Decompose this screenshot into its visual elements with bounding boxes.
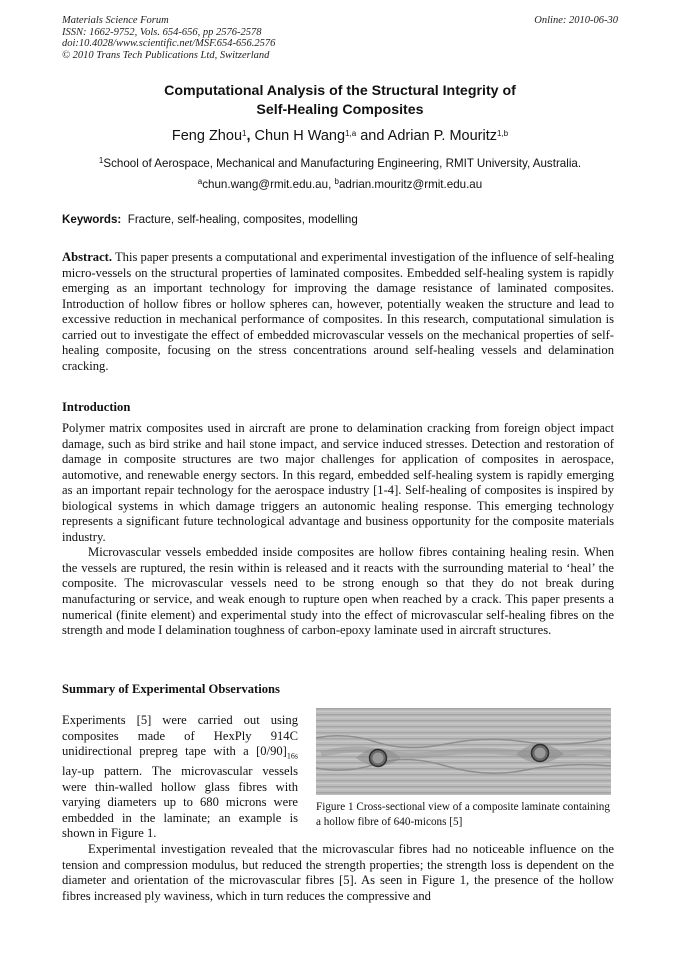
laminate-cross-section-image	[316, 708, 611, 795]
journal-copyright: © 2010 Trans Tech Publications Ltd, Switzerland	[62, 49, 270, 61]
email-link[interactable]: adrian.mouritz@rmit.edu.au	[338, 178, 483, 191]
figure-1-micrograph	[316, 708, 611, 795]
online-date: Online: 2010-06-30	[534, 15, 618, 26]
summary-paragraph-1	[62, 713, 298, 842]
abstract-label: Abstract.	[62, 250, 113, 264]
author-affil-sup: 1,a	[345, 129, 357, 138]
author-list	[62, 128, 618, 144]
intro-paragraph-2: Microvascular vessels embedded inside composites are hollow fibres containing healing resin. When the vessels are ruptured, the resin within is released and it reacts with the surrounding material to ‘heal’ the composite. The microvascular vessels need to be strong enough so that they do not break during manufacturing or service, and weak enough to rupture open when reached by a crack. This paper presents a numerical (finite element) and experimental study into the effect of microvascular self-healing fibres on the strength and mode I delamination toughness of carbon-epoxy laminate used in aircraft structures.	[62, 545, 614, 638]
author-separator: and	[356, 128, 388, 144]
summary-paragraph-2: Experimental investigation revealed that the microvascular fibres had no noticeable influence on the tension and compression modulus, but reduced the strength properties; the strength loss is dependent on the diameter and orientation of the microvascular fibres [5]. As seen in Figure 1, the presence of the hollow fibres increased ply waviness, which in turn reduces the compressive and	[62, 842, 614, 903]
author-separator: ,	[246, 128, 255, 144]
email-link[interactable]: chun.wang@rmit.edu.au,	[202, 178, 335, 191]
keywords-text: Fracture, self-healing, composites, modelling	[127, 213, 358, 226]
section-heading-introduction: Introduction	[62, 400, 131, 414]
author-name: Feng Zhou	[171, 128, 243, 144]
author-name: Chun H Wang	[254, 128, 346, 144]
affiliation-text: School of Aerospace, Mechanical and Manufacturing Engineering, RMIT University, Australia.	[103, 157, 582, 170]
keywords-label: Keywords:	[62, 213, 122, 226]
journal-doi: doi:10.4028/www.scientific.net/MSF.654-656.2576	[62, 38, 276, 50]
summary-text-b: lay-up pattern. The microvascular vessels were thin-walled hollow glass fibres with varying diameters up to 680 microns were embedded in the laminate; an example is shown in Figure 1.	[62, 764, 298, 841]
introduction-body	[62, 421, 614, 639]
author-affil-sup: 1,b	[497, 129, 509, 138]
email-sup: b	[334, 177, 339, 186]
paper-title	[62, 82, 618, 120]
title-line-1: Computational Analysis of the Structural Integrity of	[164, 83, 516, 99]
author-name: Adrian P. Mouritz	[387, 128, 497, 144]
summary-text-a: Experiments [5] were carried out using composites made of HexPly 914C unidirectional prepreg tape with a [0/90]	[62, 713, 298, 759]
section-heading-summary: Summary of Experimental Observations	[62, 682, 280, 696]
title-line-2: Self-Healing Composites	[256, 102, 424, 118]
figure-1-caption: Figure 1 Cross-sectional view of a composite laminate containing a hollow fibre of 640-micons [5]	[316, 801, 610, 828]
author-affil-sup: 1	[242, 129, 247, 138]
affiliation-sup: 1	[98, 156, 104, 165]
abstract	[62, 250, 614, 374]
email-sup: a	[197, 177, 203, 186]
journal-issn: ISSN: 1662-9752, Vols. 654-656, pp 2576-2578	[62, 26, 262, 38]
keywords	[62, 213, 358, 226]
affiliation	[62, 157, 618, 170]
abstract-text: This paper presents a computational and experimental investigation of the influence of self-healing micro-vessels on the structural properties of laminated composites. Embedded self-healing system is rapidly emerging as an important technology for improving the damage resistance of laminated composites. Introduction of hollow fibres or hollow spheres can, however, potentially weaken the structure and lead to excessive reduction in mechanical performance of composites. In this research, computational simulation is carried out to investigate the effect of embedded microvascular vessels on the mechanical properties of self-healing composite, focusing on the stress concentrations around self-healing vessels and delamination cracking.	[62, 250, 614, 373]
author-emails	[62, 178, 618, 191]
layup-subscript: 16s	[286, 751, 298, 761]
intro-paragraph-1: Polymer matrix composites used in aircraft are prone to delamination cracking from foreign object impact damage, such as bird strike and hail stone impact, and service induced stresses. Detection and restoration of damage in composite structures are two major challenges for application of composites in aerospace, automotive, and renewable energy sectors. In this regard, embedded self-healing system is rapidly emerging as an important repair technology for the aerospace industry [1-4]. Self-healing of composites is inspired by biological systems in which damage triggers an autonomic healing response. This emerging technology represents a significant future technological advantage and business opportunity for the composite materials industry.	[62, 421, 614, 544]
journal-header	[62, 15, 618, 61]
journal-name: Materials Science Forum	[62, 15, 169, 26]
